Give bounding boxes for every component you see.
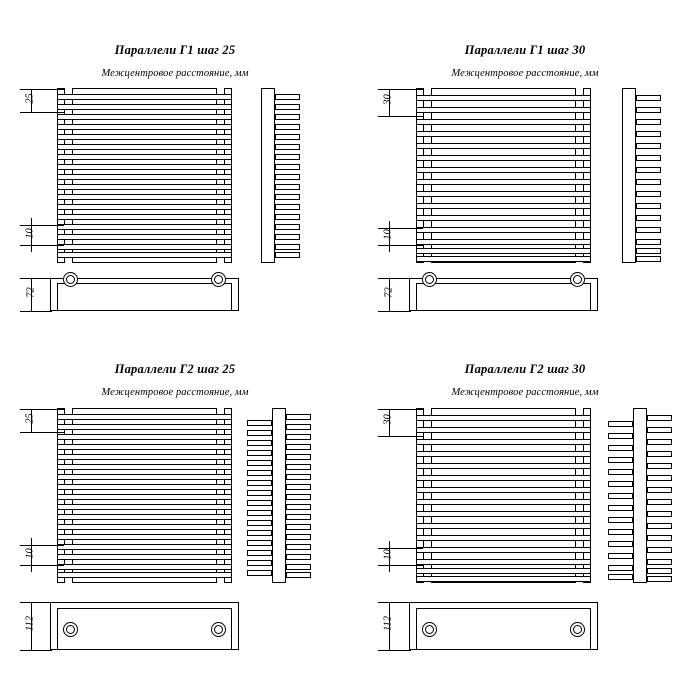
connection-left-inner [66, 275, 75, 284]
drawing-g2-step-30 [350, 350, 700, 700]
side-view-body [633, 408, 647, 583]
side-view-body [261, 88, 275, 263]
drawing-subtitle: Межцентровое расстояние, мм [101, 68, 249, 79]
drawing-subtitle: Межцентровое расстояние, мм [451, 68, 599, 79]
drawing-title: Параллели Г2 шаг 25 [114, 362, 236, 376]
front-view-outline [416, 408, 591, 583]
dim-label-top-pitch: 25 [24, 93, 36, 104]
side-view-body [272, 408, 286, 583]
ext-line-depth2 [378, 650, 411, 651]
dim-label-depth: 112 [24, 616, 36, 631]
dim-label-tube-pitch: 10 [382, 549, 394, 560]
side-view-body [622, 88, 636, 263]
connection-left-inner [66, 625, 75, 634]
dim-label-tube-pitch: 10 [382, 229, 394, 240]
connection-right-inner [573, 275, 582, 284]
dim-label-depth: 72 [25, 287, 37, 298]
connection-right-inner [214, 625, 223, 634]
right-riser [575, 408, 584, 583]
dim-label-top-pitch: 25 [24, 413, 36, 424]
drawing-g1-step-25 [0, 0, 350, 350]
plan-view-inner [416, 283, 591, 311]
connection-left-inner [425, 625, 434, 634]
front-view-outline [416, 88, 591, 263]
connection-right-inner [214, 275, 223, 284]
connection-left-inner [425, 275, 434, 284]
dim-label-top-pitch: 30 [382, 414, 394, 425]
dim-label-top-pitch: 30 [382, 94, 394, 105]
plan-view-inner [57, 283, 232, 311]
plan-view-inner [416, 608, 591, 650]
dim-label-depth: 112 [382, 616, 394, 631]
plan-view-inner [57, 608, 232, 650]
left-riser [423, 88, 432, 263]
dim-label-depth: 72 [383, 287, 395, 298]
right-riser [575, 88, 584, 263]
dim-label-tube-pitch: 10 [24, 548, 36, 559]
drawing-title: Параллели Г2 шаг 30 [464, 362, 586, 376]
connection-right-inner [573, 625, 582, 634]
drawing-subtitle: Межцентровое расстояние, мм [451, 387, 599, 398]
drawing-subtitle: Межцентровое расстояние, мм [101, 387, 249, 398]
drawing-g1-step-30 [350, 0, 700, 350]
drawing-title: Параллели Г1 шаг 30 [464, 43, 586, 57]
drawing-g2-step-25 [0, 350, 350, 700]
ext-line-depth2 [20, 650, 52, 651]
left-riser [423, 408, 432, 583]
dim-label-tube-pitch: 10 [24, 228, 36, 239]
drawing-title: Параллели Г1 шаг 25 [114, 43, 236, 57]
